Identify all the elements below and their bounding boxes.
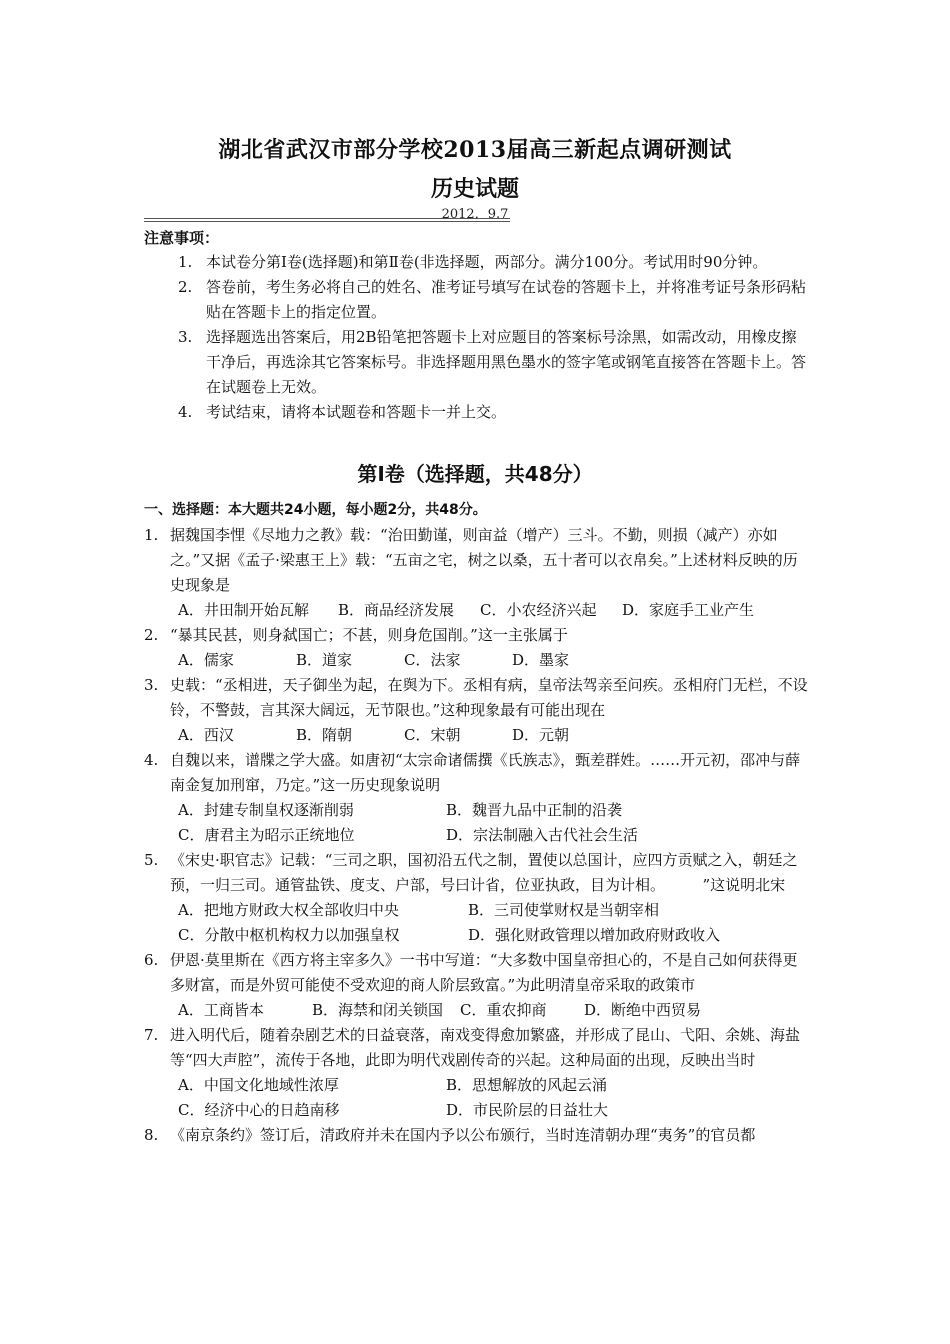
- option-b[interactable]: B．思想解放的风起云涌: [446, 1076, 608, 1094]
- notice-text: 本试卷分第Ⅰ卷(选择题)和第Ⅱ卷(非选择题，两部分。满分100分。考试用时90分钟。: [206, 253, 768, 271]
- question: [144, 748, 808, 798]
- option-a[interactable]: A．把地方财政大权全部收归中央: [178, 901, 399, 919]
- notice-list: [178, 250, 810, 425]
- question: [144, 673, 808, 723]
- notice-text: 考试结束，请将本试题卷和答题卡一并上交。: [206, 403, 507, 421]
- option-a[interactable]: A．西汉: [178, 726, 234, 744]
- option-c[interactable]: C．唐君主为昭示正统地位: [178, 826, 355, 844]
- notice-item: [178, 250, 810, 275]
- question-text: 《宋史·职官志》记载：“三司之职，国初沿五代之制，置使以总国计，应四方贡赋之入，朝廷之预，一归三司。通管盐铁、度支、户部，号曰计省，位亚执政，目为计相。 ”这说明北宋: [170, 851, 798, 894]
- option-c[interactable]: C．分散中枢机构权力以加强皇权: [178, 926, 400, 944]
- exam-title: 湖北省武汉市部分学校2013届高三新起点调研测试: [218, 137, 732, 163]
- question-number: 5.: [144, 851, 159, 869]
- option-a[interactable]: A．井田制开始瓦解: [178, 601, 309, 619]
- question: [144, 948, 808, 998]
- option-a[interactable]: A．工商皆本: [178, 1001, 264, 1019]
- option-d[interactable]: D．断绝中西贸易: [584, 1001, 702, 1019]
- question-text: “暴其民甚，则身弑国亡；不甚，则身危国削。”这一主张属于: [170, 626, 568, 644]
- question-text: 史载：“丞相进，天子御坐为起，在舆为下。丞相有病，皇帝法驾亲至问疾。丞相府门无栏，不设铃，不警鼓，言其深大阔远，无节限也。”这种现象最有可能出现在: [170, 676, 808, 719]
- option-row: [144, 798, 808, 823]
- option-row: [144, 998, 808, 1023]
- question-number: 4.: [144, 751, 159, 769]
- option-row: [144, 723, 808, 748]
- option-row: [144, 598, 808, 623]
- divider-line: [144, 221, 510, 222]
- notice-text: 选择题选出答案后，用2B铅笔把答题卡上对应题目的答案标号涂黑，如需改动，用橡皮擦干净后，再选涂其它答案标号。非选择题用黑色墨水的签字笔或钢笔直接答在答题卡上。答在试题卷上无效。: [206, 328, 807, 396]
- question-number: 8.: [144, 1126, 159, 1144]
- option-b[interactable]: B．海禁和闭关锁国: [312, 1001, 444, 1019]
- question-text: 伊恩·莫里斯在《西方将主宰多久》一书中写道：“大多数中国皇帝担心的，不是自己如何获得更多财富，而是外贸可能使不受欢迎的商人阶层致富。”为此明清皇帝采取的政策市: [170, 951, 798, 994]
- option-d[interactable]: D．元朝: [512, 726, 570, 744]
- option-row: [144, 823, 808, 848]
- question-list: [144, 523, 808, 1148]
- notice-number: 3.: [178, 328, 193, 346]
- question-text: 自魏以来，谱牒之学大盛。如唐初“太宗命诸儒撰《氏族志》，甄差群姓。……开元初，邵冲与薛南金复加刑窜，乃定。”这一历史现象说明: [170, 751, 801, 794]
- option-row: [144, 648, 808, 673]
- notice-number: 4.: [178, 403, 193, 421]
- divider-line: [144, 218, 510, 219]
- option-b[interactable]: B．隋朝: [296, 726, 353, 744]
- notice-number: 2.: [178, 278, 193, 296]
- notice-item: [178, 325, 810, 400]
- question: [144, 1123, 808, 1148]
- notice-item: [178, 400, 810, 425]
- notice-number: 1.: [178, 253, 193, 271]
- option-c[interactable]: C．宋朝: [404, 726, 461, 744]
- option-b[interactable]: B．道家: [296, 651, 353, 669]
- option-a[interactable]: A．儒家: [178, 651, 234, 669]
- option-c[interactable]: C．法家: [404, 651, 461, 669]
- part-title: 一、选择题：本大题共24小题，每小题2分，共48分。: [144, 502, 487, 518]
- question-number: 2.: [144, 626, 159, 644]
- question-number: 3.: [144, 676, 159, 694]
- option-b[interactable]: B．三司使掌财权是当朝宰相: [468, 901, 660, 919]
- question-text: 进入明代后，随着杂剧艺术的日益衰落，南戏变得愈加繁盛，并形成了昆山、弋阳、余姚、海盐等“四大声腔”，流传于各地，此即为明代戏剧传奇的兴起。这种局面的出现，反映出当时: [170, 1026, 801, 1069]
- question-number: 7.: [144, 1026, 159, 1044]
- question: [144, 523, 808, 598]
- option-a[interactable]: A．封建专制皇权逐渐削弱: [178, 801, 354, 819]
- option-d[interactable]: D．宗法制融入古代社会生活: [446, 826, 639, 844]
- option-c[interactable]: C．小农经济兴起: [480, 601, 597, 619]
- option-d[interactable]: D．墨家: [512, 651, 570, 669]
- question: [144, 623, 808, 648]
- exam-date: 2012．9.7: [441, 207, 509, 222]
- option-row: [144, 1098, 808, 1123]
- exam-subtitle: 历史试题: [430, 176, 519, 202]
- question-number: 6.: [144, 951, 159, 969]
- question-text: 《南京条约》签订后，清政府并未在国内予以公布颁行，当时连清朝办理“夷务”的官员都: [170, 1126, 756, 1144]
- question: [144, 848, 808, 898]
- notice-text: 答卷前，考生务必将自己的姓名、准考证号填写在试卷的答题卡上，并将准考证号条形码粘贴在答题卡上的指定位置。: [206, 278, 807, 321]
- option-d[interactable]: D．市民阶层的日益壮大: [446, 1101, 609, 1119]
- section-title: 第Ⅰ卷（选择题，共48分）: [357, 462, 593, 486]
- option-b[interactable]: B．商品经济发展: [338, 601, 455, 619]
- question-text: 据魏国李悝《尽地力之教》载：“治田勤谨，则亩益（增产）三斗。不勤，则损（减产）亦如之。”又据《孟子·梁惠王上》载：“五亩之宅，树之以桑，五十者可以衣帛矣。”上述材料反映的历史现象是: [170, 526, 798, 594]
- option-c[interactable]: C．经济中心的日趋南移: [178, 1101, 340, 1119]
- option-d[interactable]: D．强化财政管理以增加政府财政收入: [468, 926, 721, 944]
- option-row: [144, 923, 808, 948]
- notice-heading: 注意事项：: [144, 229, 220, 247]
- question: [144, 1023, 808, 1073]
- option-a[interactable]: A．中国文化地域性浓厚: [178, 1076, 339, 1094]
- option-row: [144, 1073, 808, 1098]
- option-c[interactable]: C．重农抑商: [460, 1001, 547, 1019]
- question-number: 1.: [144, 526, 159, 544]
- option-b[interactable]: B．魏晋九品中正制的沿袭: [446, 801, 623, 819]
- option-d[interactable]: D．家庭手工业产生: [622, 601, 755, 619]
- option-row: [144, 898, 808, 923]
- notice-item: [178, 275, 810, 325]
